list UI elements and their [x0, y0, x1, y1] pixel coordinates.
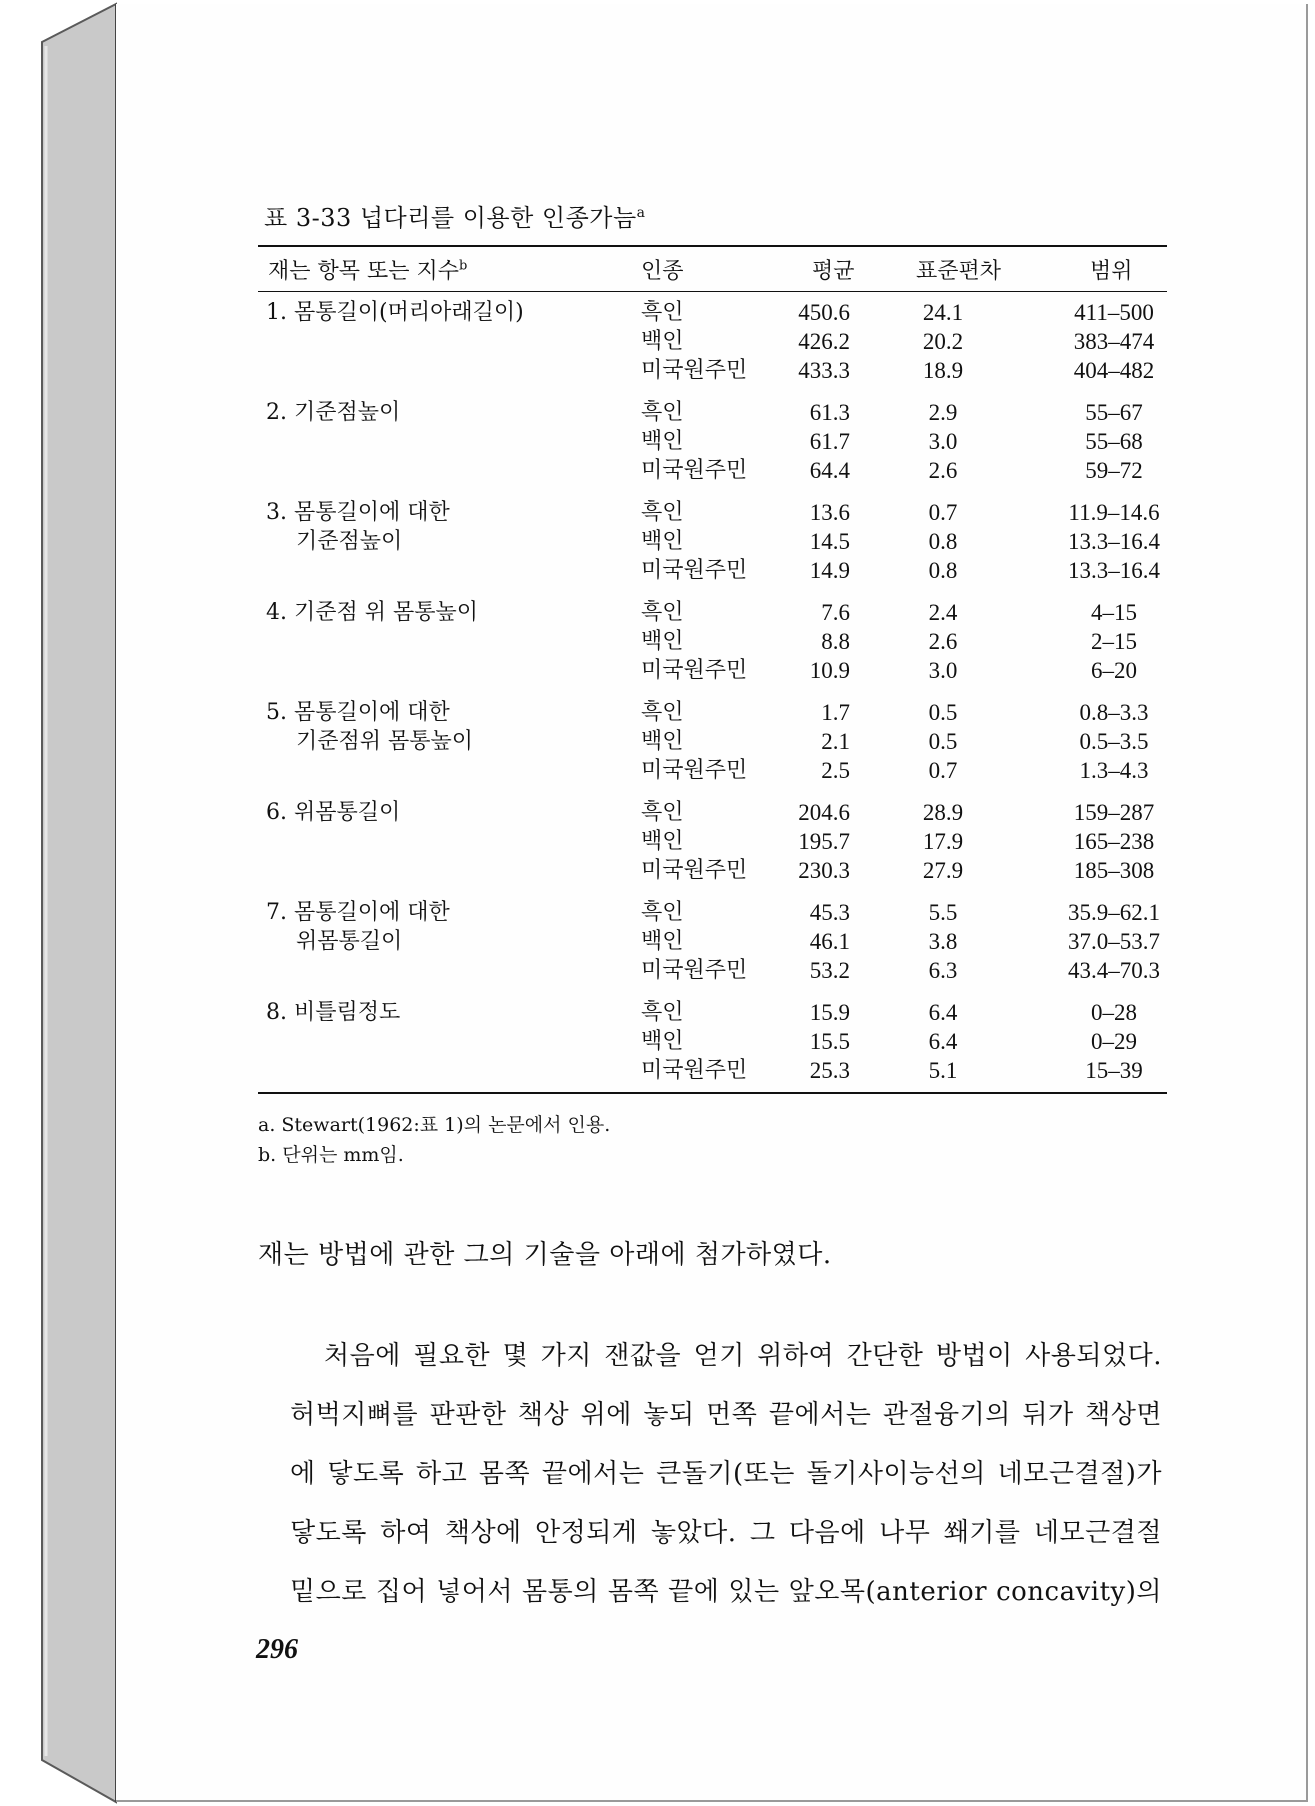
- item-label: 8. 비틀림정도: [266, 1000, 401, 1025]
- sd-cell: 0.7: [928, 758, 958, 783]
- race-cell: 백인: [641, 529, 684, 554]
- mean-cell: 10.9: [809, 658, 850, 683]
- range-cell: 13.3–16.4: [1068, 558, 1160, 583]
- range-cell: 404–482: [1073, 358, 1155, 383]
- sd-cell: 6.3: [928, 958, 958, 983]
- paragraph-line: 밑으로 집어 넣어서 몸통의 몸쪽 끝에 있는 앞오목(anterior concavity)의: [290, 1577, 1162, 1607]
- race-cell: 백인: [641, 729, 684, 754]
- item-label: 3. 몸통길이에 대한 기준점높이: [266, 500, 450, 554]
- table-group: [258, 698, 1167, 788]
- item-label: 7. 몸통길이에 대한 위몸통길이: [266, 900, 450, 954]
- header-mean: 평균: [812, 259, 855, 284]
- race-cell: 흑인: [641, 900, 684, 925]
- table-bottom-rule: [258, 1092, 1167, 1094]
- sd-cell: 27.9: [922, 858, 964, 883]
- body-paragraph: [290, 1334, 1162, 1629]
- header-item: 재는 항목 또는 지수$^b$: [268, 258, 468, 284]
- table-group: [258, 498, 1167, 588]
- sd-cell: 2.6: [928, 629, 958, 654]
- mean-cell: 230.3: [798, 858, 850, 883]
- range-cell: 2–15: [1091, 629, 1137, 654]
- table-group: [258, 798, 1167, 888]
- paragraph-line: 처음에 필요한 몇 가지 잰값을 얻기 위하여 간단한 방법이 사용되었다.: [324, 1341, 1162, 1371]
- sd-cell: 0.8: [928, 529, 958, 554]
- race-cell: 흑인: [641, 700, 684, 725]
- race-cell: 백인: [641, 929, 684, 954]
- sd-cell: 6.4: [928, 1000, 958, 1025]
- range-cell: 37.0–53.7: [1068, 929, 1160, 954]
- range-cell: 185–308: [1073, 858, 1155, 883]
- race-cell: 백인: [641, 629, 684, 654]
- footnote-a: a. Stewart(1962:표 1)의 논문에서 인용.: [258, 1114, 611, 1136]
- item-label: 4. 기준점 위 몸통높이: [266, 600, 478, 625]
- mean-cell: 61.7: [809, 429, 850, 454]
- mean-cell: 15.5: [809, 1029, 850, 1054]
- sd-cell: 0.7: [928, 500, 958, 525]
- item-label: 5. 몸통길이에 대한 기준점위 몸통높이: [266, 700, 474, 754]
- table-group: [258, 398, 1167, 488]
- sd-cell: 17.9: [922, 829, 964, 854]
- race-cell: 미국원주민: [641, 958, 748, 983]
- table-caption: 표 3-33 넙다리를 이용한 인종가늠$^a$: [264, 204, 646, 232]
- sd-cell: 5.1: [928, 1058, 958, 1083]
- sd-cell: 0.5: [928, 700, 958, 725]
- table-group: [258, 898, 1167, 988]
- range-cell: 411–500: [1074, 300, 1154, 325]
- range-cell: 13.3–16.4: [1068, 529, 1160, 554]
- paragraph-line: 에 닿도록 하고 몸쪽 끝에서는 큰돌기(또는 돌기사이능선의 네모근결절)가: [290, 1459, 1162, 1489]
- sd-cell: 28.9: [922, 800, 964, 825]
- range-cell: 55–67: [1085, 400, 1143, 425]
- race-cell: 흑인: [641, 400, 684, 425]
- mean-cell: 14.9: [809, 558, 850, 583]
- mean-cell: 64.4: [809, 458, 850, 483]
- sd-cell: 24.1: [922, 300, 964, 325]
- range-cell: 0.8–3.3: [1079, 700, 1149, 725]
- table-top-rule: [258, 245, 1167, 247]
- sd-cell: 2.9: [928, 400, 958, 425]
- mean-cell: 14.5: [809, 529, 850, 554]
- race-cell: 미국원주민: [641, 758, 748, 783]
- header-range: 범위: [1090, 259, 1133, 284]
- sd-cell: 2.6: [928, 458, 958, 483]
- range-cell: 35.9–62.1: [1068, 900, 1160, 925]
- item-label: 1. 몸통길이(머리아래길이): [266, 300, 524, 325]
- sd-cell: 3.0: [928, 429, 958, 454]
- range-cell: 59–72: [1085, 458, 1143, 483]
- race-cell: 미국원주민: [641, 458, 748, 483]
- range-cell: 4–15: [1091, 600, 1137, 625]
- race-cell: 미국원주민: [641, 858, 748, 883]
- range-cell: 15–39: [1085, 1058, 1143, 1083]
- sd-cell: 2.4: [928, 600, 958, 625]
- mean-cell: 61.3: [809, 400, 850, 425]
- mean-cell: 450.6: [798, 300, 850, 325]
- header-sd: 표준편차: [916, 259, 1002, 284]
- range-cell: 0–28: [1091, 1000, 1137, 1025]
- mean-cell: 433.3: [798, 358, 850, 383]
- mean-cell: 2.5: [821, 758, 850, 783]
- mean-cell: 53.2: [809, 958, 850, 983]
- range-cell: 165–238: [1073, 829, 1155, 854]
- mean-cell: 45.3: [809, 900, 850, 925]
- mean-cell: 15.9: [809, 1000, 850, 1025]
- range-cell: 43.4–70.3: [1068, 958, 1160, 983]
- mean-cell: 2.1: [821, 729, 850, 754]
- range-cell: 6–20: [1091, 658, 1137, 683]
- race-cell: 미국원주민: [641, 658, 748, 683]
- race-cell: 흑인: [641, 1000, 684, 1025]
- range-cell: 383–474: [1073, 329, 1155, 354]
- table-group: [258, 998, 1167, 1088]
- intro-sentence: 재는 방법에 관한 그의 기술을 아래에 첨가하였다.: [258, 1240, 832, 1270]
- race-cell: 백인: [641, 329, 684, 354]
- race-cell: 백인: [641, 1029, 684, 1054]
- table-group: [258, 298, 1167, 388]
- footnote-b: b. 단위는 mm임.: [258, 1144, 404, 1166]
- mean-cell: 25.3: [809, 1058, 850, 1083]
- mean-cell: 1.7: [821, 700, 850, 725]
- sd-cell: 20.2: [922, 329, 964, 354]
- race-cell: 미국원주민: [641, 1058, 748, 1083]
- range-cell: 11.9–14.6: [1068, 500, 1160, 525]
- range-cell: 1.3–4.3: [1079, 758, 1149, 783]
- sd-cell: 3.8: [928, 929, 958, 954]
- table-header-rule: [258, 291, 1167, 292]
- race-cell: 백인: [641, 829, 684, 854]
- sd-cell: 6.4: [928, 1029, 958, 1054]
- mean-cell: 204.6: [798, 800, 850, 825]
- sd-cell: 3.0: [928, 658, 958, 683]
- range-cell: 0.5–3.5: [1079, 729, 1149, 754]
- race-cell: 흑인: [641, 800, 684, 825]
- sd-cell: 18.9: [922, 358, 964, 383]
- sd-cell: 0.5: [928, 729, 958, 754]
- mean-cell: 426.2: [798, 329, 850, 354]
- paragraph-line: 닿도록 하여 책상에 안정되게 놓았다. 그 다음에 나무 쐐기를 네모근결절: [290, 1518, 1162, 1548]
- race-cell: 미국원주민: [641, 558, 748, 583]
- mean-cell: 195.7: [798, 829, 850, 854]
- table-group: [258, 598, 1167, 688]
- mean-cell: 7.6: [821, 600, 850, 625]
- item-label: 6. 위몸통길이: [266, 800, 401, 825]
- race-cell: 흑인: [641, 300, 684, 325]
- race-cell: 미국원주민: [641, 358, 748, 383]
- sd-cell: 5.5: [928, 900, 958, 925]
- item-label: 2. 기준점높이: [266, 400, 401, 425]
- paragraph-line: 허벅지뼈를 판판한 책상 위에 놓되 먼쪽 끝에서는 관절융기의 뒤가 책상면: [290, 1400, 1162, 1430]
- race-cell: 백인: [641, 429, 684, 454]
- sd-cell: 0.8: [928, 558, 958, 583]
- mean-cell: 8.8: [821, 629, 850, 654]
- mean-cell: 46.1: [809, 929, 850, 954]
- range-cell: 0–29: [1091, 1029, 1137, 1054]
- header-race: 인종: [641, 259, 684, 284]
- mean-cell: 13.6: [809, 500, 850, 525]
- race-cell: 흑인: [641, 600, 684, 625]
- range-cell: 55–68: [1085, 429, 1143, 454]
- range-cell: 159–287: [1073, 800, 1155, 825]
- race-cell: 흑인: [641, 500, 684, 525]
- page-number: 296: [256, 1634, 298, 1665]
